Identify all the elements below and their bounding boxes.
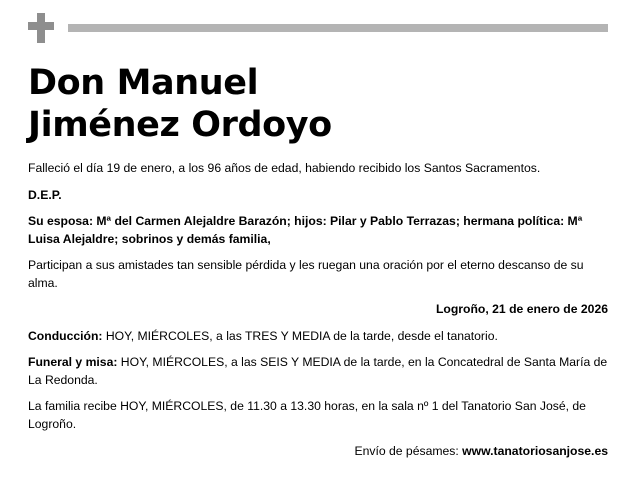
- notice-body: [0, 146, 636, 461]
- conduccion-text: HOY, MIÉRCOLES, a las TRES Y MEDIA de la tarde, desde el tanatorio.: [102, 328, 498, 343]
- condolences-line: [28, 443, 608, 461]
- condolences-label: Envío de pésames:: [354, 444, 463, 458]
- latin-cross-icon: [28, 13, 54, 43]
- funeral-line: [28, 354, 608, 389]
- passing-statement: Falleció el día 19 de enero, a los 96 años de edad, habiendo recibido los Santos Sacramentos.: [28, 161, 541, 175]
- header-divider-rule: [68, 24, 608, 32]
- deceased-name: [0, 56, 636, 146]
- participation-statement: Participan a sus amistades tan sensible pérdida y les ruegan una oración por el eterno descanso de su alma.: [28, 258, 584, 290]
- conduccion-label: Conducción:: [28, 328, 103, 343]
- family-members: Su esposa: Mª del Carmen Alejaldre Barazón; hijos: Pilar y Pablo Terrazas; hermana política: Mª Luisa Alejaldre; sobrinos y demás familia,: [28, 214, 583, 246]
- place-and-date: Logroño, 21 de enero de 2026: [435, 302, 608, 316]
- funeral-label: Funeral y misa:: [28, 355, 118, 369]
- funeral-text: HOY, MIÉRCOLES, a las SEIS Y MEDIA de la tarde, en la Concatedral de Santa María de La Redonda.: [28, 355, 608, 387]
- cross-horizontal-bar: [28, 22, 54, 30]
- reception-line: La familia recibe HOY, MIÉRCOLES, de 11.30 a 13.30 horas, en la sala nº 1 del Tanatorio San José, de Logroño.: [28, 399, 586, 431]
- condolences-website-link[interactable]: www.tanatoriosanjose.es: [462, 444, 608, 458]
- dep-abbreviation: D.E.P.: [28, 187, 62, 202]
- header-bar: [0, 0, 636, 56]
- conduccion-line: [28, 328, 608, 346]
- deceased-name-line-2: Jiménez Ordoyo: [28, 105, 332, 145]
- deceased-name-line-1: Don Manuel: [28, 63, 259, 103]
